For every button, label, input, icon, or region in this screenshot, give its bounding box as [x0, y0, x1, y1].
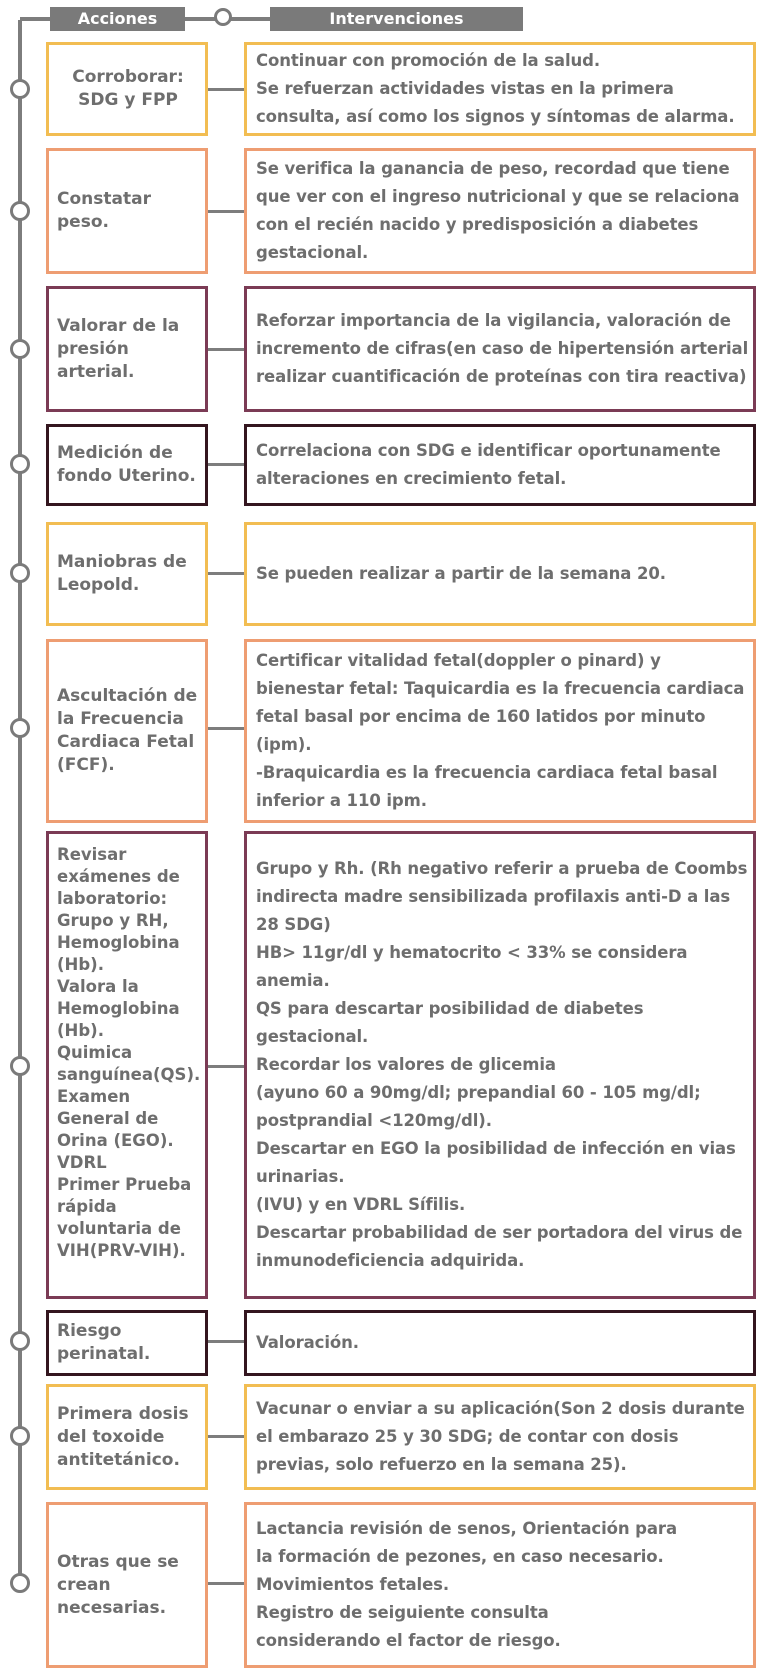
- timeline-node-4: [10, 454, 30, 474]
- header-actions-label: Acciones: [77, 9, 158, 28]
- header-interventions: [270, 7, 523, 31]
- timeline-node-7: [10, 1056, 30, 1076]
- header-actions: [50, 7, 185, 31]
- connector-2: [208, 210, 244, 213]
- action-box-9: [46, 1384, 208, 1490]
- connector-9: [208, 1435, 244, 1438]
- intervention-text: Correlaciona con SDG e identificar oportunamente alteraciones en crecimiento fetal.: [256, 441, 721, 488]
- timeline-node-8: [10, 1331, 30, 1351]
- intervention-text: Se pueden realizar a partir de la semana 20.: [256, 564, 666, 583]
- action-text: Ascultación de la Frecuencia Cardiaca Fetal (FCF).: [57, 686, 198, 775]
- action-box-6: [46, 639, 208, 823]
- action-box-10: [46, 1502, 208, 1668]
- connector-5: [208, 572, 244, 575]
- action-box-3: [46, 286, 208, 412]
- action-text: Otras que se crean necesarias.: [57, 1551, 179, 1618]
- action-text: Primera dosis del toxoide antitetánico.: [57, 1403, 189, 1470]
- connector-1: [208, 88, 244, 91]
- timeline-node-10: [10, 1573, 30, 1593]
- intervention-text: Certificar vitalidad fetal(doppler o pinard) y bienestar fetal: Taquicardia es la frecuencia cardiaca fetal basal por encima de 160 latidos por minuto (ipm). -Braquicardia es la frecuencia cardiaca fetal basal inferior a 110 ipm.: [256, 651, 745, 810]
- intervention-text: Se verifica la ganancia de peso, recordad que tiene que ver con el ingreso nutricional y que se relaciona con el recién nacido y predisposición a diabetes gestacional.: [256, 159, 740, 262]
- timeline-node-6: [10, 718, 30, 738]
- intervention-text: Lactancia revisión de senos, Orientación para la formación de pezones, en caso necesario. Movimientos fetales. Registro de seiguiente consulta considerando el factor de riesgo.: [256, 1519, 677, 1650]
- timeline-node-1: [10, 79, 30, 99]
- connector-8: [208, 1340, 244, 1343]
- header-node: [214, 8, 232, 26]
- intervention-text: Grupo y Rh. (Rh negativo referir a prueba de Coombs indirecta madre sensibilizada profilaxis anti-D a las 28 SDG) HB> 11gr/dl y hematocrito < 33% se considera anemia. QS para descartar posibilidad de diabetes gestacional. Recordar los valores de glicemia (ayuno 60 a 90mg/dl; prepandial 60 - 105 mg/dl; postprandial <120mg/dl). Descartar en EGO la posibilidad de infección en vias urinarias. (IVU) y en VDRL Sífilis. Descartar probabilidad de ser portadora del virus de inmunodeficiencia adquirida.: [256, 859, 748, 1270]
- intervention-box-9: [244, 1384, 756, 1490]
- timeline-node-2: [10, 201, 30, 221]
- connector-10: [208, 1582, 244, 1585]
- action-text: Medición de fondo Uterino.: [57, 443, 196, 486]
- connector-6: [208, 727, 244, 730]
- intervention-box-2: [244, 148, 756, 274]
- action-text: Valorar de la presión arterial.: [57, 315, 180, 382]
- intervention-text: Vacunar o enviar a su aplicación(Son 2 dosis durante el embarazo 25 y 30 SDG; de contar con dosis previas, solo refuerzo en la semana 25).: [256, 1399, 745, 1474]
- action-box-8: [46, 1310, 208, 1376]
- intervention-text: Reforzar importancia de la vigilancia, valoración de incremento de cifras(en caso de hipertensión arterial realizar cuantificación de proteínas con tira reactiva): [256, 311, 749, 386]
- connector-7: [208, 1065, 244, 1068]
- intervention-box-6: [244, 639, 756, 823]
- intervention-box-10: [244, 1502, 756, 1668]
- action-text: Constatar peso.: [57, 189, 151, 232]
- timeline-node-3: [10, 339, 30, 359]
- action-box-1: [46, 42, 208, 136]
- intervention-box-1: [244, 42, 756, 136]
- action-text: Maniobras de Leopold.: [57, 552, 187, 595]
- connector-4: [208, 463, 244, 466]
- header-interventions-label: Intervenciones: [329, 9, 464, 28]
- action-box-5: [46, 522, 208, 626]
- action-text: Corroborar: SDG y FPP: [72, 67, 184, 110]
- connector-3: [208, 348, 244, 351]
- intervention-box-4: [244, 424, 756, 506]
- intervention-box-8: [244, 1310, 756, 1376]
- action-text: Riesgo perinatal.: [57, 1321, 151, 1364]
- action-text: Revisar exámenes de laboratorio: Grupo y RH, Hemoglobina (Hb). Valora la Hemoglobina (Hb). Quimica sanguínea(QS). Examen General de Orina (EGO). VDRL Primer Prueba rápida voluntaria de VIH(PRV-VIH).: [57, 845, 201, 1260]
- action-box-7: [46, 831, 208, 1299]
- intervention-box-7: [244, 831, 756, 1299]
- intervention-text: Continuar con promoción de la salud. Se refuerzan actividades vistas en la primera consulta, así como los signos y síntomas de alarma.: [256, 51, 735, 126]
- intervention-text: Valoración.: [256, 1333, 359, 1352]
- intervention-box-5: [244, 522, 756, 626]
- intervention-box-3: [244, 286, 756, 412]
- action-box-2: [46, 148, 208, 274]
- timeline-node-9: [10, 1426, 30, 1446]
- timeline-node-5: [10, 563, 30, 583]
- action-box-4: [46, 424, 208, 506]
